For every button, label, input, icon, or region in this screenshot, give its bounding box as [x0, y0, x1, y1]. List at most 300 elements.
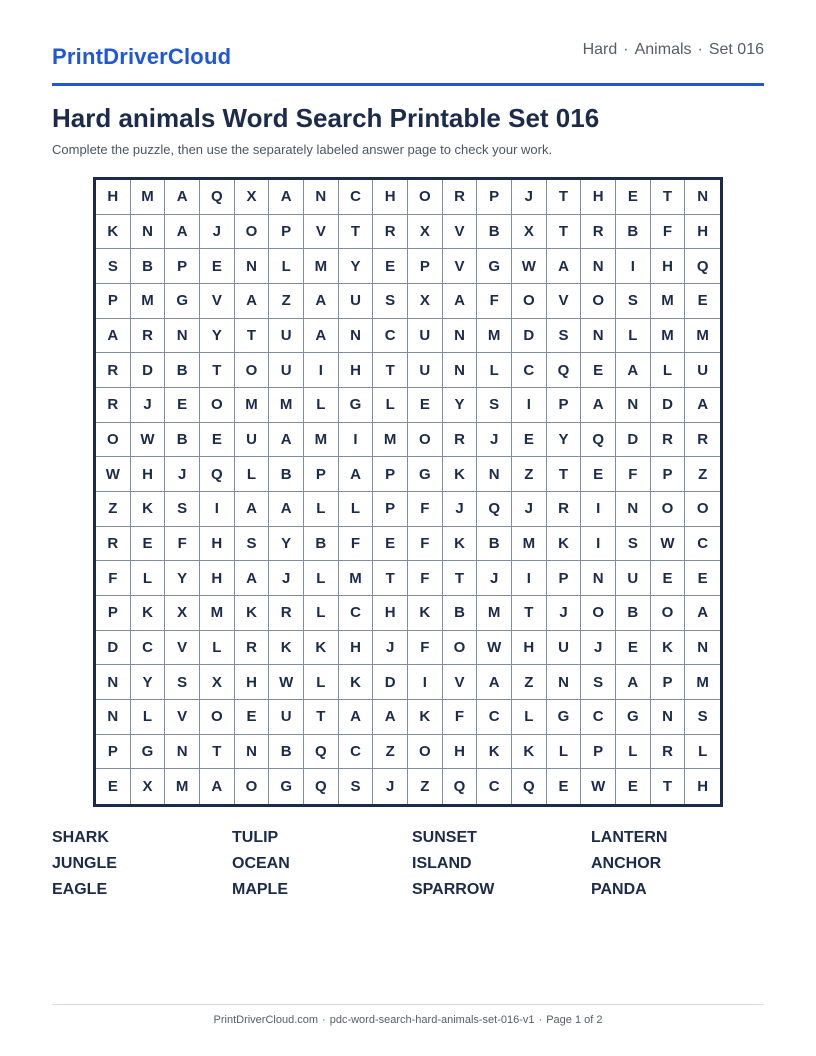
grid-cell: K	[443, 457, 478, 492]
grid-cell: H	[339, 353, 374, 388]
grid-cell: P	[96, 596, 131, 631]
grid-cell: B	[304, 527, 339, 562]
grid-cell: L	[685, 735, 720, 770]
grid-cell: G	[131, 735, 166, 770]
grid-cell: U	[408, 353, 443, 388]
grid-cell: N	[651, 700, 686, 735]
grid-cell: C	[339, 596, 374, 631]
grid-cell: Y	[165, 561, 200, 596]
footer-page-number: Page 1 of 2	[546, 1014, 603, 1026]
grid-cell: M	[685, 665, 720, 700]
word-search-grid	[93, 177, 723, 807]
grid-cell: S	[685, 700, 720, 735]
grid-cell: N	[235, 735, 270, 770]
grid-cell: N	[477, 457, 512, 492]
grid-cell: N	[581, 561, 616, 596]
grid-cell: D	[131, 353, 166, 388]
grid-cell: H	[443, 735, 478, 770]
grid-cell: C	[477, 700, 512, 735]
grid-cell: N	[685, 180, 720, 215]
grid-cell: X	[131, 769, 166, 804]
grid-cell: J	[373, 631, 408, 666]
grid-cell: A	[443, 284, 478, 319]
grid-cell: M	[477, 596, 512, 631]
grid-cell: M	[339, 561, 374, 596]
grid-cell: H	[373, 180, 408, 215]
word-list-item: JUNGLE	[52, 855, 117, 872]
header-divider	[52, 83, 764, 86]
grid-cell: M	[304, 423, 339, 458]
grid-cell: O	[200, 700, 235, 735]
grid-cell: N	[616, 492, 651, 527]
page-footer	[0, 1014, 816, 1026]
grid-cell: K	[408, 700, 443, 735]
grid-cell: I	[408, 665, 443, 700]
grid-cell: O	[651, 492, 686, 527]
grid-cell: K	[131, 596, 166, 631]
grid-cell: H	[373, 596, 408, 631]
grid-cell: Q	[443, 769, 478, 804]
grid-cell: E	[131, 527, 166, 562]
grid-cell: W	[131, 423, 166, 458]
grid-cell: W	[477, 631, 512, 666]
word-list-item: TULIP	[232, 829, 279, 846]
grid-cell: L	[269, 249, 304, 284]
word-list-item: ANCHOR	[591, 855, 662, 872]
grid-cell: Q	[304, 735, 339, 770]
grid-cell: L	[373, 388, 408, 423]
grid-cell: X	[512, 215, 547, 250]
grid-cell: L	[547, 735, 582, 770]
grid-cell: W	[651, 527, 686, 562]
word-list-item: ISLAND	[412, 855, 472, 872]
grid-cell: A	[235, 284, 270, 319]
grid-cell: U	[269, 319, 304, 354]
grid-cell: L	[304, 665, 339, 700]
grid-cell: K	[408, 596, 443, 631]
grid-cell: K	[651, 631, 686, 666]
word-list-item: PANDA	[591, 881, 647, 898]
grid-cell: V	[165, 631, 200, 666]
word-list	[52, 825, 772, 903]
grid-cell: E	[200, 249, 235, 284]
grid-cell: Q	[200, 180, 235, 215]
grid-cell: O	[512, 284, 547, 319]
grid-cell: X	[408, 215, 443, 250]
grid-cell: P	[96, 284, 131, 319]
breadcrumb-set: Set 016	[708, 41, 764, 58]
grid-cell: M	[304, 249, 339, 284]
grid-cell: X	[200, 665, 235, 700]
footer-separator: ·	[322, 1014, 326, 1026]
grid-cell: A	[269, 423, 304, 458]
grid-cell: K	[547, 527, 582, 562]
grid-cell: M	[512, 527, 547, 562]
grid-cell: O	[235, 353, 270, 388]
grid-cell: U	[685, 353, 720, 388]
grid-cell: J	[581, 631, 616, 666]
grid-cell: A	[477, 665, 512, 700]
grid-cell: O	[408, 180, 443, 215]
grid-cell: J	[269, 561, 304, 596]
grid-cell: C	[339, 180, 374, 215]
grid-cell: T	[651, 180, 686, 215]
grid-cell: N	[165, 319, 200, 354]
grid-cell: J	[200, 215, 235, 250]
grid-cell: V	[165, 700, 200, 735]
page-subtitle: Complete the puzzle, then use the separately labeled answer page to check your work.	[52, 142, 553, 157]
grid-cell: Q	[685, 249, 720, 284]
grid-cell: E	[685, 284, 720, 319]
grid-cell: E	[373, 249, 408, 284]
grid-cell: F	[339, 527, 374, 562]
grid-cell: K	[512, 735, 547, 770]
grid-cell: P	[408, 249, 443, 284]
grid-cell: L	[304, 596, 339, 631]
grid-cell: M	[200, 596, 235, 631]
grid-cell: T	[200, 353, 235, 388]
grid-cell: G	[477, 249, 512, 284]
grid-cell: O	[443, 631, 478, 666]
grid-cell: B	[443, 596, 478, 631]
grid-cell: N	[339, 319, 374, 354]
grid-cell: K	[235, 596, 270, 631]
grid-cell: E	[200, 423, 235, 458]
grid-cell: M	[131, 180, 166, 215]
grid-cell: C	[339, 735, 374, 770]
brand-logo: PrintDriverCloud	[52, 44, 232, 69]
grid-cell: P	[269, 215, 304, 250]
grid-cell: W	[96, 457, 131, 492]
grid-cell: S	[477, 388, 512, 423]
grid-cell: L	[131, 700, 166, 735]
grid-cell: O	[408, 735, 443, 770]
grid-cell: J	[547, 596, 582, 631]
grid-cell: R	[547, 492, 582, 527]
grid-cell: P	[547, 561, 582, 596]
grid-cell: G	[165, 284, 200, 319]
grid-cell: P	[165, 249, 200, 284]
grid-cell: Y	[547, 423, 582, 458]
grid-cell: T	[304, 700, 339, 735]
grid-cell: T	[547, 215, 582, 250]
breadcrumb-separator: ·	[623, 41, 629, 58]
grid-cell: P	[373, 492, 408, 527]
grid-cell: I	[581, 527, 616, 562]
grid-cell: M	[651, 284, 686, 319]
grid-cell: T	[373, 561, 408, 596]
grid-cell: I	[304, 353, 339, 388]
grid-cell: Y	[339, 249, 374, 284]
grid-cell: G	[269, 769, 304, 804]
grid-cell: E	[581, 457, 616, 492]
grid-cell: L	[235, 457, 270, 492]
grid-cell: Z	[269, 284, 304, 319]
grid-cell: P	[651, 665, 686, 700]
grid-cell: P	[581, 735, 616, 770]
grid-cell: G	[339, 388, 374, 423]
grid-cell: L	[651, 353, 686, 388]
grid-cell: A	[339, 700, 374, 735]
grid-cell: V	[547, 284, 582, 319]
grid-cell: R	[443, 180, 478, 215]
grid-cell: I	[512, 561, 547, 596]
grid-cell: D	[651, 388, 686, 423]
grid-cell: A	[235, 561, 270, 596]
grid-cell: E	[616, 769, 651, 804]
footer-doc-id: pdc-word-search-hard-animals-set-016-v1	[329, 1014, 535, 1026]
grid-cell: U	[616, 561, 651, 596]
grid-cell: U	[269, 353, 304, 388]
grid-cell: F	[165, 527, 200, 562]
grid-cell: E	[96, 769, 131, 804]
word-list-item: OCEAN	[232, 855, 290, 872]
grid-cell: J	[165, 457, 200, 492]
grid-cell: B	[616, 215, 651, 250]
grid-cell: C	[373, 319, 408, 354]
grid-cell: V	[304, 215, 339, 250]
grid-cell: K	[131, 492, 166, 527]
grid-cell: K	[269, 631, 304, 666]
grid-cell: E	[581, 353, 616, 388]
grid-cell: N	[581, 249, 616, 284]
word-list-item: SHARK	[52, 829, 109, 846]
grid-cell: R	[651, 735, 686, 770]
grid-cell: S	[165, 492, 200, 527]
grid-cell: C	[512, 353, 547, 388]
grid-cell: L	[304, 492, 339, 527]
grid-cell: A	[616, 665, 651, 700]
grid-cell: P	[547, 388, 582, 423]
grid-cell: R	[131, 319, 166, 354]
grid-cell: H	[697, 778, 709, 796]
grid-cell: Q	[304, 769, 339, 804]
grid-cell: E	[616, 180, 651, 215]
grid-cell: Q	[200, 457, 235, 492]
grid-cell: H	[96, 180, 131, 215]
grid-cell: T	[512, 596, 547, 631]
grid-cell: Q	[477, 492, 512, 527]
grid-cell: A	[685, 388, 720, 423]
grid-cell: Z	[685, 457, 720, 492]
grid-cell: D	[616, 423, 651, 458]
grid-cell: G	[616, 700, 651, 735]
grid-cell: Y	[131, 665, 166, 700]
grid-cell: L	[304, 388, 339, 423]
grid-cell: Y	[200, 319, 235, 354]
grid-cell: N	[131, 215, 166, 250]
grid-cell: M	[477, 319, 512, 354]
grid-cell: N	[96, 665, 131, 700]
grid-cell: J	[131, 388, 166, 423]
grid-cell: B	[165, 423, 200, 458]
grid-cell: E	[373, 527, 408, 562]
page-title: Hard animals Word Search Printable Set 016	[52, 103, 600, 133]
grid-cell: H	[339, 631, 374, 666]
grid-cell: M	[165, 769, 200, 804]
grid-cell: A	[200, 769, 235, 804]
grid-cell: M	[651, 319, 686, 354]
grid-cell: Z	[512, 665, 547, 700]
grid-cell: S	[547, 319, 582, 354]
grid-cell: S	[373, 284, 408, 319]
grid-cell: X	[408, 284, 443, 319]
grid-cell: O	[200, 388, 235, 423]
grid-cell: V	[443, 249, 478, 284]
grid-cell: N	[616, 388, 651, 423]
breadcrumb-level: Hard	[582, 41, 618, 58]
grid-cell: L	[477, 353, 512, 388]
grid-cell: R	[581, 215, 616, 250]
word-list-item: EAGLE	[52, 881, 108, 898]
grid-cell: U	[547, 631, 582, 666]
grid-cell: S	[616, 527, 651, 562]
grid-cell: U	[339, 284, 374, 319]
grid-cell: I	[581, 492, 616, 527]
grid-cell: E	[685, 561, 720, 596]
grid-cell: L	[339, 492, 374, 527]
grid-cell: P	[651, 457, 686, 492]
grid-cell: P	[96, 735, 131, 770]
grid-cell: U	[269, 700, 304, 735]
grid-cell: P	[477, 180, 512, 215]
grid-cell: B	[131, 249, 166, 284]
grid-cell: A	[96, 319, 131, 354]
grid-cell: M	[131, 284, 166, 319]
grid-cell: K	[443, 527, 478, 562]
grid-cell: L	[616, 319, 651, 354]
grid-cell: A	[339, 457, 374, 492]
grid-cell: Z	[373, 735, 408, 770]
grid-cell: L	[616, 735, 651, 770]
grid-cell: O	[235, 769, 270, 804]
grid-cell: N	[581, 319, 616, 354]
grid-cell: E	[547, 769, 582, 804]
grid-cell: K	[477, 735, 512, 770]
grid-cell: H	[512, 631, 547, 666]
grid-cell: A	[685, 596, 720, 631]
grid-cell: O	[651, 596, 686, 631]
grid-cell: I	[200, 492, 235, 527]
grid-cell: S	[616, 284, 651, 319]
grid-cell: O	[581, 284, 616, 319]
grid-cell: B	[477, 215, 512, 250]
grid-cell: E	[235, 700, 270, 735]
grid-cell: N	[304, 180, 339, 215]
grid-cell: A	[304, 319, 339, 354]
grid-cell: A	[165, 215, 200, 250]
grid-cell: F	[443, 700, 478, 735]
grid-cell: R	[269, 596, 304, 631]
grid-cell: B	[477, 527, 512, 562]
grid-cell: A	[165, 180, 200, 215]
grid-cell: K	[339, 665, 374, 700]
grid-cell: M	[235, 388, 270, 423]
grid-cell: X	[235, 180, 270, 215]
grid-cell: V	[200, 284, 235, 319]
grid-cell: C	[685, 527, 720, 562]
grid-cell: M	[373, 423, 408, 458]
grid-cell: T	[339, 215, 374, 250]
grid-cell: F	[408, 561, 443, 596]
grid-cell: T	[373, 353, 408, 388]
grid-cell: P	[304, 457, 339, 492]
grid-cell: H	[131, 457, 166, 492]
grid-cell: G	[547, 700, 582, 735]
grid-cell: X	[165, 596, 200, 631]
word-list-item: LANTERN	[591, 829, 668, 846]
grid-cell: N	[685, 631, 720, 666]
grid-cell: J	[477, 423, 512, 458]
grid-cell: I	[616, 249, 651, 284]
grid-cell: R	[96, 353, 131, 388]
grid-cell: C	[131, 631, 166, 666]
word-list-item: MAPLE	[232, 881, 288, 898]
grid-cell: J	[512, 180, 547, 215]
grid-cell: B	[269, 457, 304, 492]
grid-cell: T	[547, 180, 582, 215]
grid-cell: R	[96, 527, 131, 562]
grid-cell: L	[512, 700, 547, 735]
breadcrumb-separator: ·	[697, 41, 703, 58]
footer-separator: ·	[538, 1014, 543, 1026]
grid-cell: M	[269, 388, 304, 423]
grid-cell: B	[165, 353, 200, 388]
grid-cell: Q	[581, 423, 616, 458]
grid-cell: T	[443, 561, 478, 596]
grid-cell: H	[685, 215, 720, 250]
grid-cell: L	[200, 631, 235, 666]
grid-cell: U	[235, 423, 270, 458]
grid-cell: A	[373, 700, 408, 735]
grid-cell: R	[373, 215, 408, 250]
grid-cell: Y	[269, 527, 304, 562]
grid-cell: W	[512, 249, 547, 284]
grid-cell: F	[651, 215, 686, 250]
grid-cell: S	[235, 527, 270, 562]
grid-cell: P	[373, 457, 408, 492]
grid-cell: U	[408, 319, 443, 354]
grid-cell: V	[443, 665, 478, 700]
grid-cell: S	[165, 665, 200, 700]
grid-cell: E	[408, 388, 443, 423]
grid-cell: Q	[512, 769, 547, 804]
word-list-item: SPARROW	[412, 881, 495, 898]
grid-cell: K	[304, 631, 339, 666]
grid-cell: R	[685, 423, 720, 458]
grid-cell: V	[443, 215, 478, 250]
grid-cell: K	[96, 215, 131, 250]
grid-cell: A	[269, 492, 304, 527]
grid-cell: E	[512, 423, 547, 458]
grid-cell: H	[200, 527, 235, 562]
grid-cell: N	[443, 319, 478, 354]
grid-cell: I	[339, 423, 374, 458]
grid-cell: J	[443, 492, 478, 527]
grid-cell: H	[581, 180, 616, 215]
grid-cell: F	[477, 284, 512, 319]
grid-cell: A	[304, 284, 339, 319]
grid-cell: F	[408, 492, 443, 527]
grid-cell: R	[96, 388, 131, 423]
word-list-item: SUNSET	[412, 829, 477, 846]
grid-cell: T	[200, 735, 235, 770]
grid-cell: Z	[96, 492, 131, 527]
grid-cell: H	[651, 249, 686, 284]
grid-cell: F	[96, 561, 131, 596]
grid-cell: E	[651, 561, 686, 596]
grid-cell: W	[581, 769, 616, 804]
